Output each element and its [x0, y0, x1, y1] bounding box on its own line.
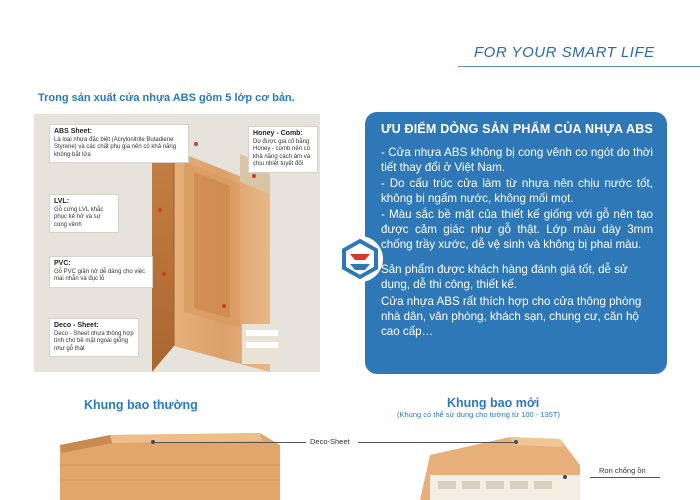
logo-mark-icon — [337, 236, 383, 282]
new-frame-subtitle: (Khung có thể sử dụng cho tường từ 100 - 135T) — [397, 410, 560, 419]
advantages-extra-1: Sản phẩm được khách hàng đánh giá tốt, dễ sử dụng, dễ thi công, thiết kế. — [381, 263, 628, 291]
header-rule — [458, 66, 700, 67]
deco-sheet-label: Deco-Sheet — [310, 437, 350, 446]
advantages-list — [381, 145, 653, 252]
section-title: Trong sản xuất cửa nhựa ABS gồm 5 lớp cơ bản. — [38, 92, 295, 104]
advantages-box — [365, 112, 667, 374]
header-slogan: FOR YOUR SMART LIFE — [474, 44, 655, 61]
brand-logo — [337, 236, 383, 282]
advantages-title: ƯU ĐIỂM DÒNG SẢN PHẨM CỦA NHỰA ABS — [381, 122, 653, 136]
door-layers-illustration — [34, 114, 320, 372]
advantage-item: - Cửa nhựa ABS không bị cong vênh co ngót do thời tiết thay đổi ở Việt Nam. — [381, 146, 653, 174]
honeycomb-callout: Honey - Comb: Do được gia cố bằng Honey - comb nên có khả năng cách âm và chịu nhiệt tuyệt đối — [248, 126, 318, 173]
lvl-marker — [158, 208, 162, 212]
deco-line-right — [358, 442, 516, 443]
lvl-callout: LVL: Gỗ cứng LVL khắc phục kẻ hở và sự cong vênh — [49, 194, 119, 233]
gasket-label: Ron chống ồn — [599, 466, 646, 475]
pvc-marker — [162, 272, 166, 276]
advantage-item: - Do cấu trúc cửa làm từ nhựa nên chịu nước tốt, không bị ngấm nước, không mối mọt. — [381, 177, 653, 205]
abs-sheet-callout: ABS Sheet: Là loại nhựa đặc biệt (Acrylonitrile Butadiene Styrene) và các chất phụ gia nên có khả năng không bắt lửa — [49, 124, 189, 163]
frame-profiles-illustration — [0, 425, 700, 500]
deco-sheet-callout: Deco - Sheet: Deco - Sheet nhựa thông hợp tính cho bề mặt ngoài giống như gỗ thật — [49, 318, 139, 357]
honeycomb-marker — [252, 174, 256, 178]
new-frame-title: Khung bao mới — [447, 396, 540, 410]
pvc-callout: PVC: Gỗ PVC giản nở dễ dàng cho việc mài nhẵn và đục lỗ — [49, 256, 153, 288]
abs-sheet-marker — [194, 142, 198, 146]
deco-line-left — [154, 442, 306, 443]
advantage-item: - Màu sắc bề mặt của thiết kế giống với gỗ nên tạo được cảm giác như gỗ thật. Lớp màu dày 3mm chống trầy xước, dễ vệ sinh và không bị phai màu. — [381, 208, 653, 251]
gasket-line — [590, 477, 660, 478]
standard-frame-title: Khung bao thường — [84, 398, 198, 412]
advantages-extra-2: Cửa nhựa ABS rất thích hợp cho cửa thông phòng nhà dân, văn phòng, khách sạn, chung cư, căn hộ cao cấp… — [381, 295, 642, 338]
deco-sheet-marker — [222, 304, 226, 308]
